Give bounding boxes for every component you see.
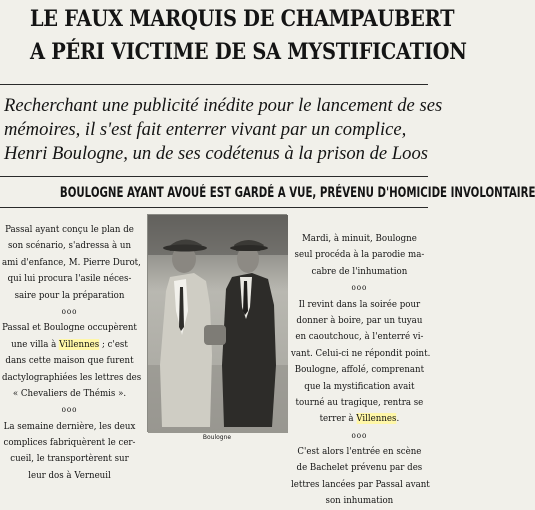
body-line: Il revint dans la soirée pour: [298, 298, 421, 310]
left-column: [2, 222, 142, 484]
highlighted-place-name: Villennes: [356, 413, 397, 425]
body-line: lettres lancées par Passal avant: [291, 478, 430, 490]
body-line: son inhumation: [325, 495, 394, 507]
body-line: son scénario, s'adressa à un: [7, 240, 132, 252]
section-separator: ooo: [351, 430, 368, 440]
headline-line-1: LE FAUX MARQUIS DE CHAMPAUBERT: [29, 6, 455, 32]
photo-illustration: [148, 215, 288, 433]
body-text: terrer à: [319, 413, 357, 425]
body-line: Passal ayant conçu le plan de: [5, 224, 134, 235]
subheadline: BOULOGNE AYANT AVOUÉ EST GARDÉ A VUE, PRÉVENU D'HOMICIDE INVOLONTAIRE: [59, 185, 535, 201]
divider-rule: [0, 84, 428, 85]
body-line: Passal et Boulogne occupèrent: [2, 322, 137, 334]
body-line: de Bachelet prévenu par des: [296, 462, 423, 474]
body-line: dactylographiées les lettres des: [2, 371, 142, 383]
body-line: tourné au tragique, rentra se: [295, 396, 424, 408]
body-line-with-highlight: [2, 337, 137, 353]
body-line: que la mystification avait: [304, 380, 415, 392]
section-separator: ooo: [61, 405, 78, 415]
section-separator: ooo: [351, 283, 368, 293]
section-separator: ooo: [61, 306, 78, 316]
dek-line-3: Henri Boulogne, un de ses codétenus à la prison de Loos: [4, 143, 428, 164]
headline-line-2: A PÉRI VICTIME DE SA MYSTIFICATION: [29, 39, 467, 65]
body-line: qui lui procura l'asile néces-: [7, 273, 132, 285]
body-line: Boulogne, affolé, comprenant: [294, 364, 425, 376]
body-line: cabre de l'inhumation: [311, 265, 408, 277]
body-text: .: [396, 413, 400, 425]
body-text: ; c'est: [99, 338, 128, 350]
body-line: seul procéda à la parodie ma-: [294, 249, 425, 261]
body-line: leur dos à Verneuil: [28, 469, 111, 481]
right-column: [291, 231, 431, 510]
body-line: dans cette maison que furent: [5, 355, 134, 367]
body-line: C'est alors l'entrée en scène: [297, 446, 422, 458]
body-line: complices fabriquèrent le cer-: [3, 437, 136, 449]
body-line: Mardi, à minuit, Boulogne: [301, 233, 417, 244]
body-line: ami d'enfance, M. Pierre Durot,: [2, 256, 141, 268]
dek-line-1: Recherchant une publicité inédite pour le lancement de ses: [4, 95, 443, 116]
photo-two-men: [147, 214, 287, 432]
body-line: vant. Celui-ci ne répondit point.: [291, 347, 431, 359]
dek-line-2: mémoires, il s'est fait enterrer vivant par un complice,: [4, 119, 407, 140]
photo-caption: Boulogne: [202, 434, 232, 441]
body-line: « Chevaliers de Thémis ».: [12, 387, 127, 399]
divider-rule: [0, 207, 428, 208]
body-line: La semaine dernière, les deux: [3, 420, 136, 432]
divider-rule: [0, 176, 428, 177]
body-line: saire pour la préparation: [14, 289, 125, 301]
body-text: une villa à: [11, 338, 60, 350]
body-line: donner à boire, par un tuyau: [296, 314, 423, 326]
body-line-with-highlight: [291, 411, 428, 427]
body-line: en caoutchouc, à l'enterré vi-: [295, 331, 424, 343]
body-line: cueil, le transportèrent sur: [10, 453, 129, 465]
highlighted-place-name: Villennes: [59, 338, 100, 350]
